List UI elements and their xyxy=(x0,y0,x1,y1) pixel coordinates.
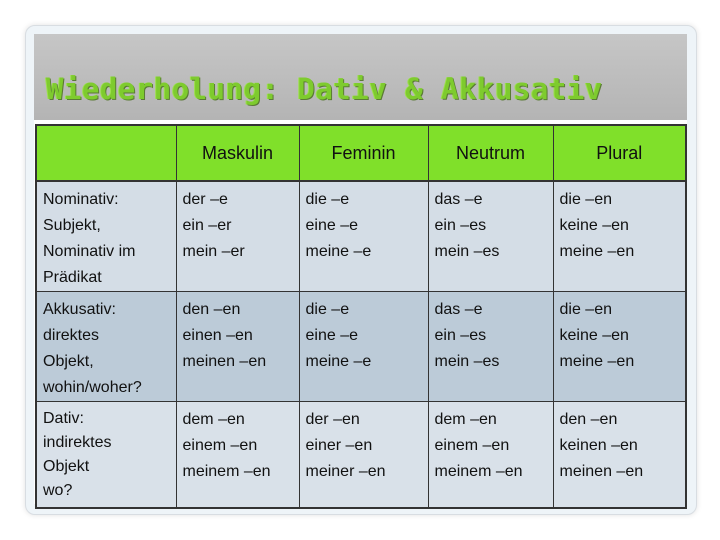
ending-text: einem –en xyxy=(182,437,258,454)
cell-neutrum xyxy=(428,292,553,402)
ending-text: keinen –en xyxy=(559,437,638,454)
ending-text: meine –e xyxy=(305,353,372,370)
ending-text: meiner –en xyxy=(305,463,386,480)
ending-text: dem –en xyxy=(182,411,245,428)
cell-maskulin xyxy=(176,402,299,509)
cell-feminin xyxy=(299,402,428,509)
row-label-cell xyxy=(36,181,176,292)
row-label-line: direktes xyxy=(43,327,100,344)
row-label-line: Objekt, xyxy=(43,353,94,370)
ending-text: eine –e xyxy=(305,327,358,344)
ending-text: einem –en xyxy=(434,437,510,454)
header-cell-plural: Plural xyxy=(553,125,686,181)
ending-text: das –e xyxy=(434,191,483,208)
ending-text: der –e xyxy=(182,191,228,208)
ending-text: den –en xyxy=(559,411,618,428)
ending-text: mein –es xyxy=(434,243,500,260)
ending-text: eine –e xyxy=(305,217,358,234)
cell-plural xyxy=(553,292,686,402)
cell-neutrum xyxy=(428,402,553,509)
cell-feminin xyxy=(299,292,428,402)
header-cell-empty xyxy=(36,125,176,181)
ending-text: das –e xyxy=(434,301,483,318)
cell-plural xyxy=(553,181,686,292)
row-label-line: Nominativ im xyxy=(43,243,136,260)
ending-text: meine –en xyxy=(559,243,635,260)
table-row-nominativ xyxy=(36,181,686,292)
ending-text: einer –en xyxy=(305,437,373,454)
ending-text: mein –er xyxy=(182,243,245,260)
slide-title: Wiederholung: Dativ & Akkusativ xyxy=(46,72,603,106)
ending-text: keine –en xyxy=(559,217,629,234)
row-label-line: Dativ: xyxy=(43,410,84,427)
row-label-line: indirektes xyxy=(43,434,112,451)
ending-text: meinen –en xyxy=(182,353,267,370)
ending-text: meine –e xyxy=(305,243,372,260)
table-row-dativ xyxy=(36,402,686,509)
cell-neutrum xyxy=(428,181,553,292)
header-cell-maskulin: Maskulin xyxy=(176,125,299,181)
ending-text: die –en xyxy=(559,301,612,318)
header-row xyxy=(36,125,686,181)
ending-text: meinen –en xyxy=(559,463,644,480)
row-label-cell xyxy=(36,402,176,509)
ending-text: den –en xyxy=(182,301,241,318)
ending-text: meinem –en xyxy=(182,463,271,480)
ending-text: meine –en xyxy=(559,353,635,370)
cell-maskulin xyxy=(176,292,299,402)
table-row-akkusativ xyxy=(36,292,686,402)
cell-feminin xyxy=(299,181,428,292)
header-cell-feminin: Feminin xyxy=(299,125,428,181)
row-label-line: wo? xyxy=(43,482,73,499)
cell-plural xyxy=(553,402,686,509)
header-cell-neutrum: Neutrum xyxy=(428,125,553,181)
ending-text: ein –es xyxy=(434,327,487,344)
ending-text: die –e xyxy=(305,191,350,208)
ending-text: dem –en xyxy=(434,411,497,428)
ending-text: die –en xyxy=(559,191,612,208)
ending-text: die –e xyxy=(305,301,350,318)
ending-text: mein –es xyxy=(434,353,500,370)
row-label-line: wohin/woher? xyxy=(43,379,142,396)
ending-text: keine –en xyxy=(559,327,629,344)
ending-text: der –en xyxy=(305,411,360,428)
ending-text: ein –es xyxy=(434,217,487,234)
row-label-line: Subjekt, xyxy=(43,217,101,234)
ending-text: einen –en xyxy=(182,327,253,344)
ending-text: ein –er xyxy=(182,217,232,234)
declension-table xyxy=(35,124,687,509)
row-label-line: Prädikat xyxy=(43,269,102,286)
row-label-line: Objekt xyxy=(43,458,90,475)
row-label-line: Akkusativ: xyxy=(43,301,116,318)
ending-text: meinem –en xyxy=(434,463,523,480)
row-label-cell xyxy=(36,292,176,402)
cell-maskulin xyxy=(176,181,299,292)
row-label-line: Nominativ: xyxy=(43,191,119,208)
